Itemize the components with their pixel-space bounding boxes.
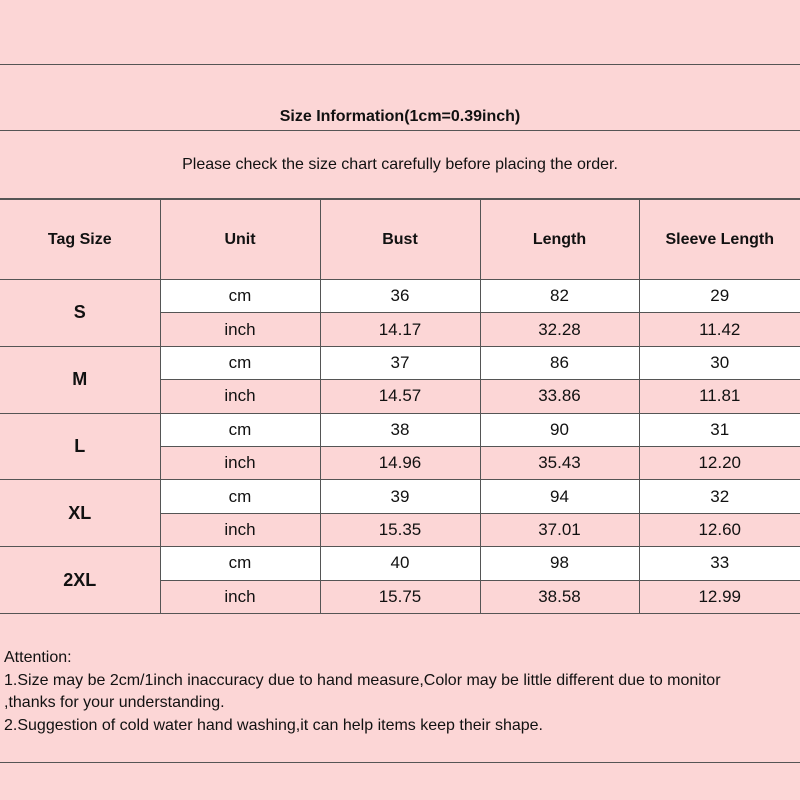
table-header-row	[0, 200, 800, 280]
bust-cell: 14.57	[320, 380, 480, 413]
tag-size-cell: XL	[0, 480, 160, 547]
page-title: Size Information(1cm=0.39inch)	[279, 108, 521, 125]
size-table	[0, 199, 800, 614]
unit-cell: inch	[160, 446, 320, 479]
table-row	[0, 346, 800, 379]
bust-cell: 15.75	[320, 580, 480, 613]
size-chart	[0, 64, 800, 763]
table-row	[0, 547, 800, 580]
sleeve-cell: 32	[639, 480, 800, 513]
unit-cell: cm	[160, 413, 320, 446]
bust-cell: 14.96	[320, 446, 480, 479]
sleeve-cell: 33	[639, 547, 800, 580]
header-sleeve-length: Sleeve Length	[639, 200, 800, 280]
table-row	[0, 413, 800, 446]
header-unit: Unit	[160, 200, 320, 280]
bust-cell: 14.17	[320, 313, 480, 346]
header-tag-size: Tag Size	[0, 200, 160, 280]
length-cell: 86	[480, 346, 639, 379]
attention-heading: Attention:	[4, 649, 72, 666]
sleeve-cell: 29	[639, 280, 800, 313]
notice-row	[0, 131, 800, 199]
tag-size-cell: L	[0, 413, 160, 480]
length-cell: 98	[480, 547, 639, 580]
attention-line: 1.Size may be 2cm/1inch inaccuracy due to hand measure,Color may be little different due to monitor	[4, 671, 721, 689]
length-cell: 38.58	[480, 580, 639, 613]
tag-size-cell: 2XL	[0, 547, 160, 614]
bust-cell: 39	[320, 480, 480, 513]
table-row	[0, 280, 800, 313]
bust-cell: 15.35	[320, 513, 480, 546]
sleeve-cell: 12.20	[639, 446, 800, 479]
unit-cell: inch	[160, 580, 320, 613]
tag-size-cell: M	[0, 346, 160, 413]
notice-text: Please check the size chart carefully before placing the order.	[182, 155, 618, 173]
sleeve-cell: 30	[639, 346, 800, 379]
sleeve-cell: 31	[639, 413, 800, 446]
unit-cell: inch	[160, 313, 320, 346]
unit-cell: cm	[160, 346, 320, 379]
bust-cell: 36	[320, 280, 480, 313]
table-row	[0, 480, 800, 513]
length-cell: 37.01	[480, 513, 639, 546]
bust-cell: 37	[320, 346, 480, 379]
length-cell: 32.28	[480, 313, 639, 346]
header-bust: Bust	[320, 200, 480, 280]
length-cell: 82	[480, 280, 639, 313]
title-row	[0, 65, 800, 131]
attention-line: ,thanks for your understanding.	[4, 694, 225, 711]
length-cell: 90	[480, 413, 639, 446]
unit-cell: cm	[160, 480, 320, 513]
attention-line: 2.Suggestion of cold water hand washing,it can help items keep their shape.	[4, 716, 543, 734]
tag-size-cell: S	[0, 280, 160, 347]
unit-cell: inch	[160, 513, 320, 546]
attention-notes	[4, 647, 796, 737]
length-cell: 33.86	[480, 380, 639, 413]
bust-cell: 38	[320, 413, 480, 446]
header-length: Length	[480, 200, 639, 280]
sleeve-cell: 11.42	[639, 313, 800, 346]
sleeve-cell: 12.60	[639, 513, 800, 546]
sleeve-cell: 11.81	[639, 380, 800, 413]
length-cell: 35.43	[480, 446, 639, 479]
unit-cell: inch	[160, 380, 320, 413]
sleeve-cell: 12.99	[639, 580, 800, 613]
unit-cell: cm	[160, 280, 320, 313]
unit-cell: cm	[160, 547, 320, 580]
length-cell: 94	[480, 480, 639, 513]
bust-cell: 40	[320, 547, 480, 580]
